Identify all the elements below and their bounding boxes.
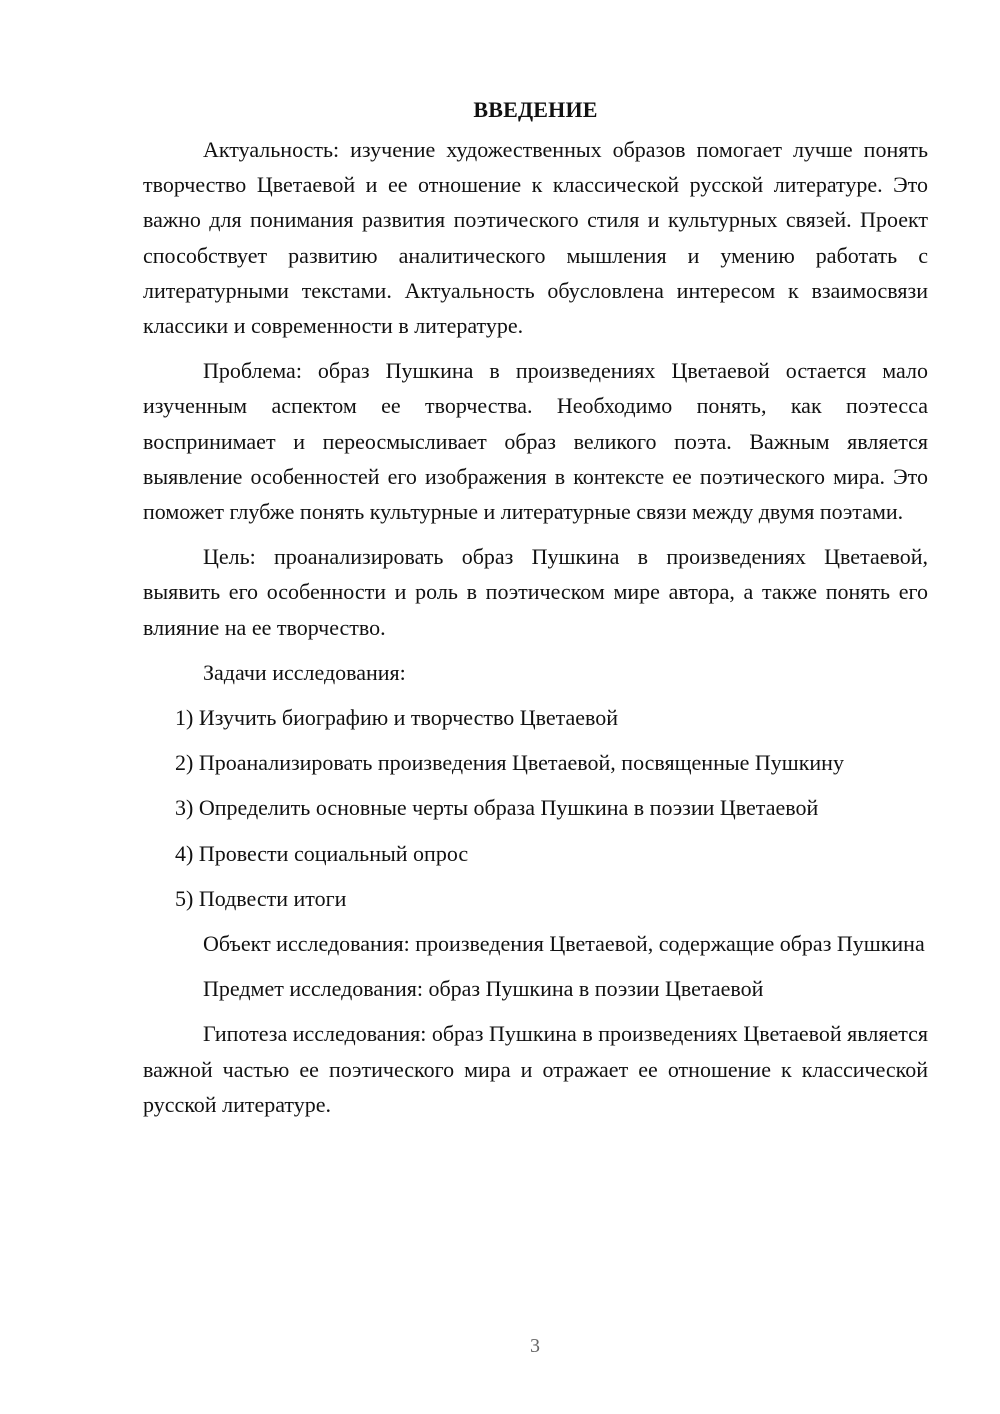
object-paragraph: Объект исследования: произведения Цветаевой, содержащие образ Пушкина — [203, 931, 925, 957]
page-number: 3 — [530, 1335, 540, 1357]
section-heading: ВВЕДЕНИЕ — [473, 97, 598, 122]
task-item-1: 1) Изучить биографию и творчество Цветаевой — [175, 705, 619, 731]
tasks-title: Задачи исследования: — [203, 659, 406, 685]
relevance-paragraph: Актуальность: изучение художественных образов помогает лучше понять творчество Цветаевой и ее отношение к классической русской литературе. Это важно для понимания развития поэтического стиля и культурных связей. Проект способствует развитию аналитического мышления и умению работать с литературными текстами. Актуальность обусловлена интересом к взаимосвязи классики и современности в литературе. — [143, 137, 928, 339]
task-item-5: 5) Подвести итоги — [175, 885, 347, 911]
task-item-2: 2) Проанализировать произведения Цветаевой, посвященные Пушкину — [175, 750, 844, 776]
task-item-3: 3) Определить основные черты образа Пушкина в поэзии Цветаевой — [175, 795, 819, 821]
problem-paragraph: Проблема: образ Пушкина в произведениях Цветаевой остается мало изученным аспектом ее творчества. Необходимо понять, как поэтесса воспринимает и переосмысливает образ великого поэта. Важным является выявление особенностей его изображения в контексте ее поэтического мира. Это поможет глубже понять культурные и литературные связи между двумя поэтами. — [143, 358, 928, 525]
task-item-4: 4) Провести социальный опрос — [175, 840, 469, 866]
subject-paragraph: Предмет исследования: образ Пушкина в поэзии Цветаевой — [203, 976, 764, 1002]
page-content — [143, 92, 928, 1132]
hypothesis-paragraph: Гипотеза исследования: образ Пушкина в произведениях Цветаевой является важной частью ее поэтического мира и отражает ее отношение к классической русской литературе. — [143, 1021, 928, 1117]
goal-paragraph: Цель: проанализировать образ Пушкина в произведениях Цветаевой, выявить его особенности и роль в поэтическом мире автора, а также понять его влияние на ее творчество. — [143, 544, 928, 640]
